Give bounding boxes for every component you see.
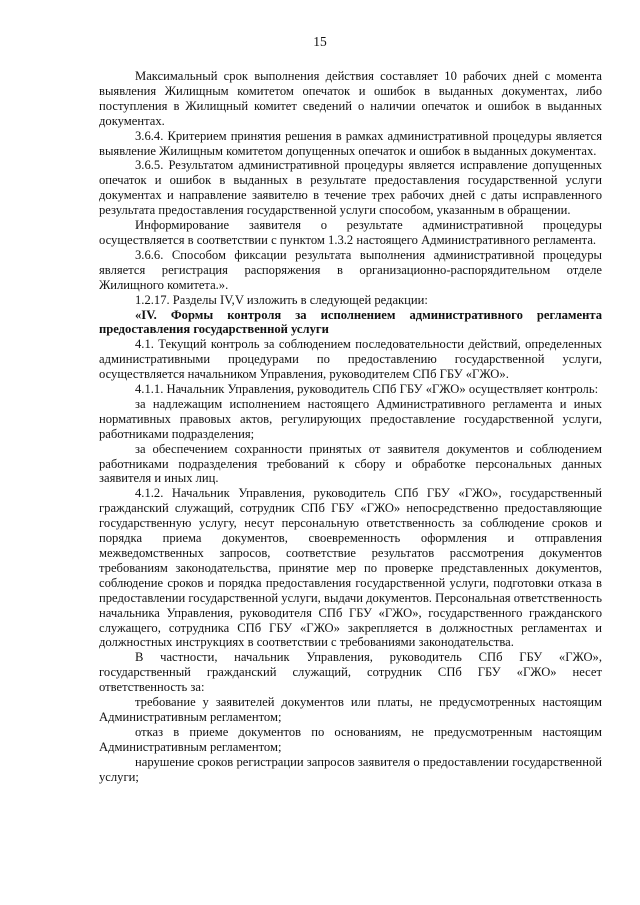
paragraph-4-1-2: 4.1.2. Начальник Управления, руководитель СПб ГБУ «ГЖО», государственный гражданский служащий, сотрудник СПб ГБУ «ГЖО» непосредственно предоставляющие государственную услугу, несут персональную ответственность за соблюдение сроков и порядка приема документов, своевременность оформления и отправления межведомственных запросов, соответствие результатов рассмотрения документов требованиям законодательства, принятие мер по проверке представленных документов, соблюдение сроков и порядка предоставления государственной услуги, подготовки отказа в предоставлении государственной услуги, выдачи документов. Персональная ответственность начальника Управления, руководителя СПб ГБУ «ГЖО», государственного гражданского служащего, сотрудника СПб ГБУ «ГЖО» закрепляется в должностных регламентах и должностных инструкциях в соответствии с требованиями законодательства. (99, 486, 602, 650)
paragraph-3-6-4: 3.6.4. Критерием принятия решения в рамках административной процедуры является выявление Жилищным комитетом допущенных опечаток и ошибок в выданных документах. (99, 128, 602, 158)
paragraph-responsibility-item-3: нарушение сроков регистрации запросов заявителя о предоставлении государственной услуги; (99, 754, 602, 784)
paragraph-control-item-2: за обеспечением сохранности принятых от заявителя документов и соблюдением работниками подразделения требований к сбору и обработке персональных данных заявителя и иных лиц. (99, 441, 602, 486)
paragraph-informing: Информирование заявителя о результате административной процедуры осуществляется в соответствии с пунктом 1.3.2 настоящего Административного регламента. (99, 218, 602, 247)
paragraph-responsibility-item-2: отказ в приеме документов по основаниям, не предусмотренным настоящим Административным регламентом; (99, 724, 602, 754)
page-number: 15 (313, 34, 327, 49)
paragraph-responsibility: В частности, начальник Управления, руководитель СПб ГБУ «ГЖО», государственный гражданский служащий, сотрудник СПб ГБУ «ГЖО» несет ответственность за: (99, 650, 602, 695)
paragraph-1-2-17: 1.2.17. Разделы IV,V изложить в следующей редакции: (135, 292, 428, 307)
paragraph-3-6-5: 3.6.5. Результатом административной процедуры является исправление допущенных опечаток и ошибок в выданных в результате предоставления государственной услуги документах и направление заявителю в течение трех рабочих дней с даты исправленного результата предоставления государственной услуги способом, указанным в обращении. (99, 158, 602, 218)
paragraph-control-item-1: за надлежащим исполнением настоящего Административного регламента и иных нормативных правовых актов, регулирующих предоставление государственной услуги, работниками подразделения; (99, 396, 602, 441)
paragraph-max-term: Максимальный срок выполнения действия составляет 10 рабочих дней с момента выявления Жилищным комитетом опечаток и ошибок в выданных документах, либо поступления в Жилищный комитет сведений о наличии опечаток и ошибок в выданных документах. (99, 69, 602, 128)
section-heading-iv: «IV. Формы контроля за исполнением административного регламента предоставления государственной услуги (99, 307, 602, 337)
document-body (99, 69, 602, 785)
paragraph-3-6-6: 3.6.6. Способом фиксации результата выполнения административной процедуры является регистрация распоряжения в организационно-распорядительном отделе Жилищного комитета.». (99, 247, 602, 292)
paragraph-4-1: 4.1. Текущий контроль за соблюдением последовательности действий, определенных административными процедурами по предоставлению государственной услуги, осуществляется начальником Управления, руководителем СПб ГБУ «ГЖО». (99, 337, 602, 382)
paragraph-responsibility-item-1: требование у заявителей документов или платы, не предусмотренных настоящим Административным регламентом; (99, 695, 602, 724)
paragraph-4-1-1: 4.1.1. Начальник Управления, руководитель СПб ГБУ «ГЖО» осуществляет контроль: (135, 382, 599, 397)
